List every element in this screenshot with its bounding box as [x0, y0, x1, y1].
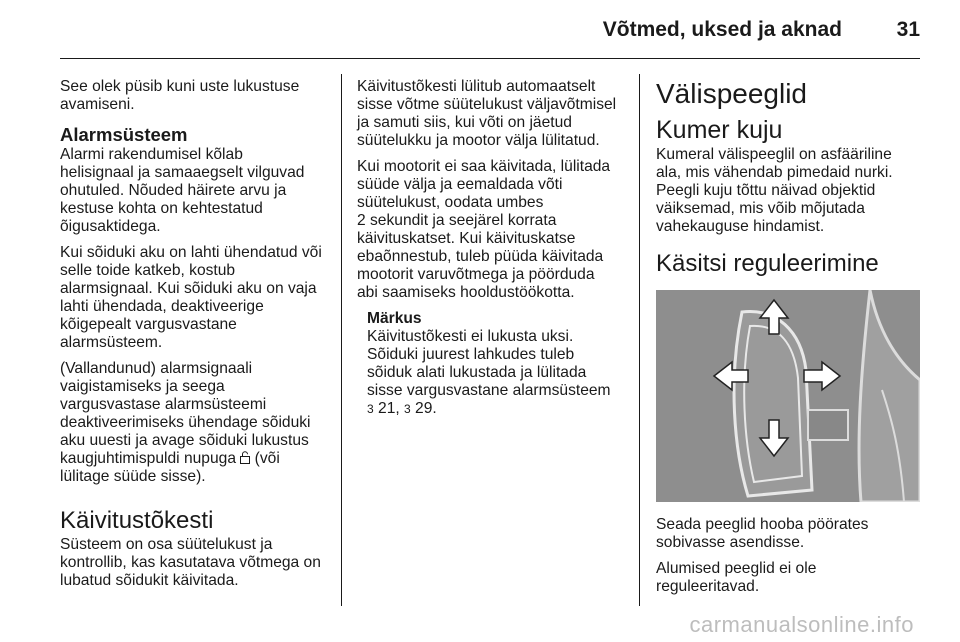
note-body: [367, 328, 627, 418]
immobilizer-paragraph-2: Käivitustõkesti lülitub automaatselt sisse võtme süütelukust väljavõtmisel ja samuti siis, kui võti on jäetud süütelukku ja mootor välja lülitatud.: [357, 78, 617, 149]
manual-paragraph-1: Seada peeglid hooba pöörates sobivasse asendisse.: [656, 516, 869, 551]
alarm-paragraph-1: Alarmi rakendumisel kõlab helisignaal ja samaaegselt vilguvad ohutuled. Nõuded häirete arvu ja kestuse kohta on kehtestatud õigusaktidega.: [60, 146, 305, 235]
immobilizer-heading: Käivitustõkesti: [60, 507, 214, 534]
page-ref-arrow-icon: 3: [367, 402, 374, 416]
alarm-paragraph-3-text-b: (või lülitage süüde sisse).: [60, 450, 280, 485]
immobilizer-paragraph-3: Kui mootorit ei saa käivitada, lülitada süüde välja ja eemaldada võti süütelukust, oodata umbes 2 sekundit ja seejärel korrata käivituskatset. Kui käivituskatse ebaõnnestub, tuleb püüda käivitada mootorit varuvõtmega ja pöörduda abi saamiseks hooldustöökotta.: [357, 158, 611, 301]
alarm-paragraph-3-text-a: (Vallandunud) alarmsignaali vaigistamiseks ja seega vargusvastase alarmsüsteemi deaktiveerimiseks ühendage sõiduki aku uuesti ja avage sõiduki lukustus kaugjuhtimispuldi nupuga: [60, 360, 311, 467]
note-title: Märkus: [367, 310, 422, 327]
column-divider-2: [639, 74, 640, 606]
mirror-adjustment-illustration: [656, 290, 920, 502]
manual-paragraph-2: Alumised peeglid ei ole reguleeritavad.: [656, 560, 817, 595]
alarm-paragraph-2: Kui sõiduki aku on lahti ühendatud või selle toide katkeb, kostub alarmsignaal. Kui sõiduki aku on vaja lahti ühendada, deaktiveerige kõigepealt vargusvastane alarmsüsteem.: [60, 244, 322, 351]
convex-heading: Kumer kuju: [656, 116, 783, 144]
page-header-title: Võtmed, uksed ja aknad: [602, 18, 842, 41]
alarm-paragraph-3: [60, 360, 332, 486]
immobilizer-paragraph: Süsteem on osa süütelukust ja kontrollib, kas kasutatava võtmega on lubatud sõidukit käivitada.: [60, 536, 321, 589]
note-box: [357, 310, 627, 418]
page-ref-2-number: 29.: [410, 400, 437, 417]
column-divider-1: [341, 74, 342, 606]
unlock-icon: [240, 451, 250, 463]
page-ref-2[interactable]: [404, 400, 437, 417]
manual-adjust-heading: Käsitsi reguleerimine: [656, 250, 879, 277]
header-rule: [60, 58, 920, 59]
column-3: [656, 78, 920, 604]
intro-paragraph: See olek püsib kuni uste lukustuse avamiseni.: [60, 78, 300, 113]
section-title: Välispeeglid: [656, 78, 807, 109]
alarm-heading: Alarmsüsteem: [60, 124, 188, 145]
convex-paragraph: Kumeral välispeeglil on asfääriline ala, mis vähendab pimedaid nurki. Peegli kuju tõttu näivad objektid väiksemad, mis võib mõjutada vahekauguse hindamist.: [656, 146, 893, 235]
column-1: [60, 78, 332, 598]
page-ref-arrow-icon: 3: [404, 402, 411, 416]
page-ref-1-number: 21,: [373, 400, 405, 417]
column-2: [357, 78, 627, 418]
page-number: 31: [896, 18, 920, 41]
note-body-text: Käivitustõkesti ei lukusta uksi. Sõiduki juurest lahkudes tuleb sõiduk alati lukustada ja lülitada sisse vargusvastane alarmsüsteem: [367, 328, 611, 399]
watermark: carmanualsonline.info: [689, 612, 914, 637]
page-ref-1[interactable]: [367, 400, 404, 417]
